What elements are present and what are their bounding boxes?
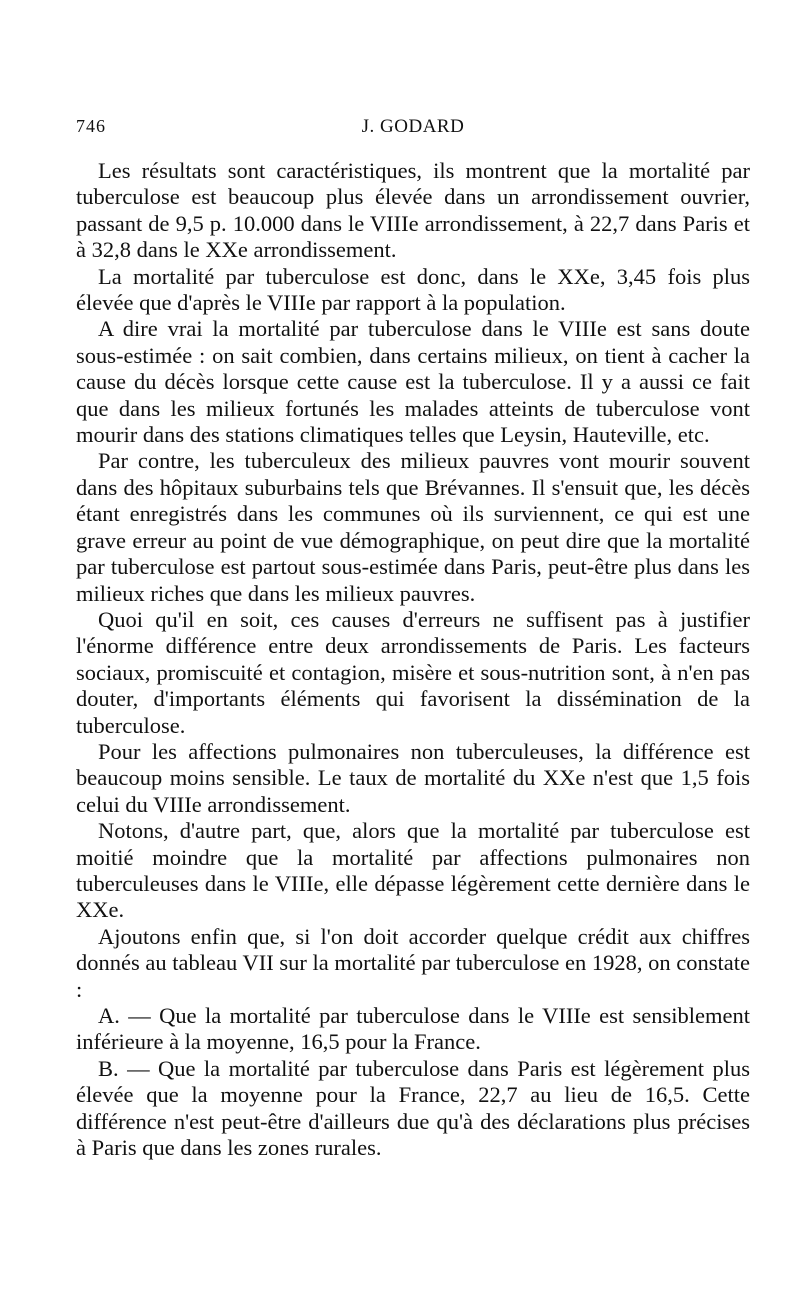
paragraph-item-a: A. — Que la mortalité par tuberculose dans le VIIIe est sensiblement inférieure à la moyenne, 16,5 pour la France. [76, 1003, 750, 1055]
page-number: 746 [76, 116, 106, 136]
running-head: J. GODARD [361, 116, 465, 137]
paragraph-underestimation: A dire vrai la mortalité par tuberculose dans le VIIIe est sans doute sous-estimée : on sait combien, dans certains milieux, on tient à cacher la cause du décès lorsque cette cause est la tuberculose. Il y a aussi ce fait que dans les milieux fortunés les malades atteints de tuberculose vont mourir dans des stations climatiques telles que Leysin, Hauteville, etc. [76, 316, 750, 448]
paragraph-comparison: Notons, d'autre part, que, alors que la mortalité par tuberculose est moitié moindre que la mortalité par affections pulmonaires non tuberculeuses dans le VIIIe, elle dépasse légèrement cette dernière dans le XXe. [76, 818, 750, 923]
body-text [76, 158, 750, 1161]
paragraph-results: Les résultats sont caractéristiques, ils montrent que la mortalité par tuberculose est beaucoup plus élevée dans un arrondissement ouvrier, passant de 9,5 p. 10.000 dans le VIIIe arrondissement, à 22,7 dans Paris et à 32,8 dans le XXe arrondissement. [76, 158, 750, 263]
paragraph-conclusion-intro: Ajoutons enfin que, si l'on doit accorder quelque crédit aux chiffres donnés au tableau VII sur la mortalité par tuberculose en 1928, on constate : [76, 923, 750, 1002]
paragraph-item-b: B. — Que la mortalité par tuberculose dans Paris est légèrement plus élevée que la moyenne pour la France, 22,7 au lieu de 16,5. Cette différence n'est peut-être d'ailleurs due qu'à des déclarations plus précises à Paris que dans les zones rurales. [76, 1055, 750, 1161]
paragraph-pulmonary: Pour les affections pulmonaires non tuberculeuses, la différence est beaucoup moins sensible. Le taux de mortalité du XXe n'est que 1,5 fois celui du VIIIe arrondissement. [76, 738, 750, 817]
page [76, 116, 750, 1161]
paragraph-mortality-ratio: La mortalité par tuberculose est donc, dans le XXe, 3,45 fois plus élevée que d'après le VIIIe par rapport à la population. [76, 263, 750, 316]
paragraph-poor-milieux: Par contre, les tuberculeux des milieux pauvres vont mourir souvent dans des hôpitaux suburbains tels que Brévannes. Il s'ensuit que, les décès étant enregistrés dans les communes où ils surviennent, ce qui est une grave erreur au point de vue démographique, on peut dire que la mortalité par tuberculose est partout sous-estimée dans Paris, peut-être plus dans les milieux riches que dans les milieux pauvres. [76, 448, 750, 606]
paragraph-social-factors: Quoi qu'il en soit, ces causes d'erreurs ne suffisent pas à justifier l'énorme différence entre deux arrondissements de Paris. Les facteurs sociaux, promiscuité et contagion, misère et sous-nutrition sont, à n'en pas douter, d'importants éléments qui favorisent la dissémination de la tuberculose. [76, 606, 750, 738]
page-header [76, 116, 750, 146]
